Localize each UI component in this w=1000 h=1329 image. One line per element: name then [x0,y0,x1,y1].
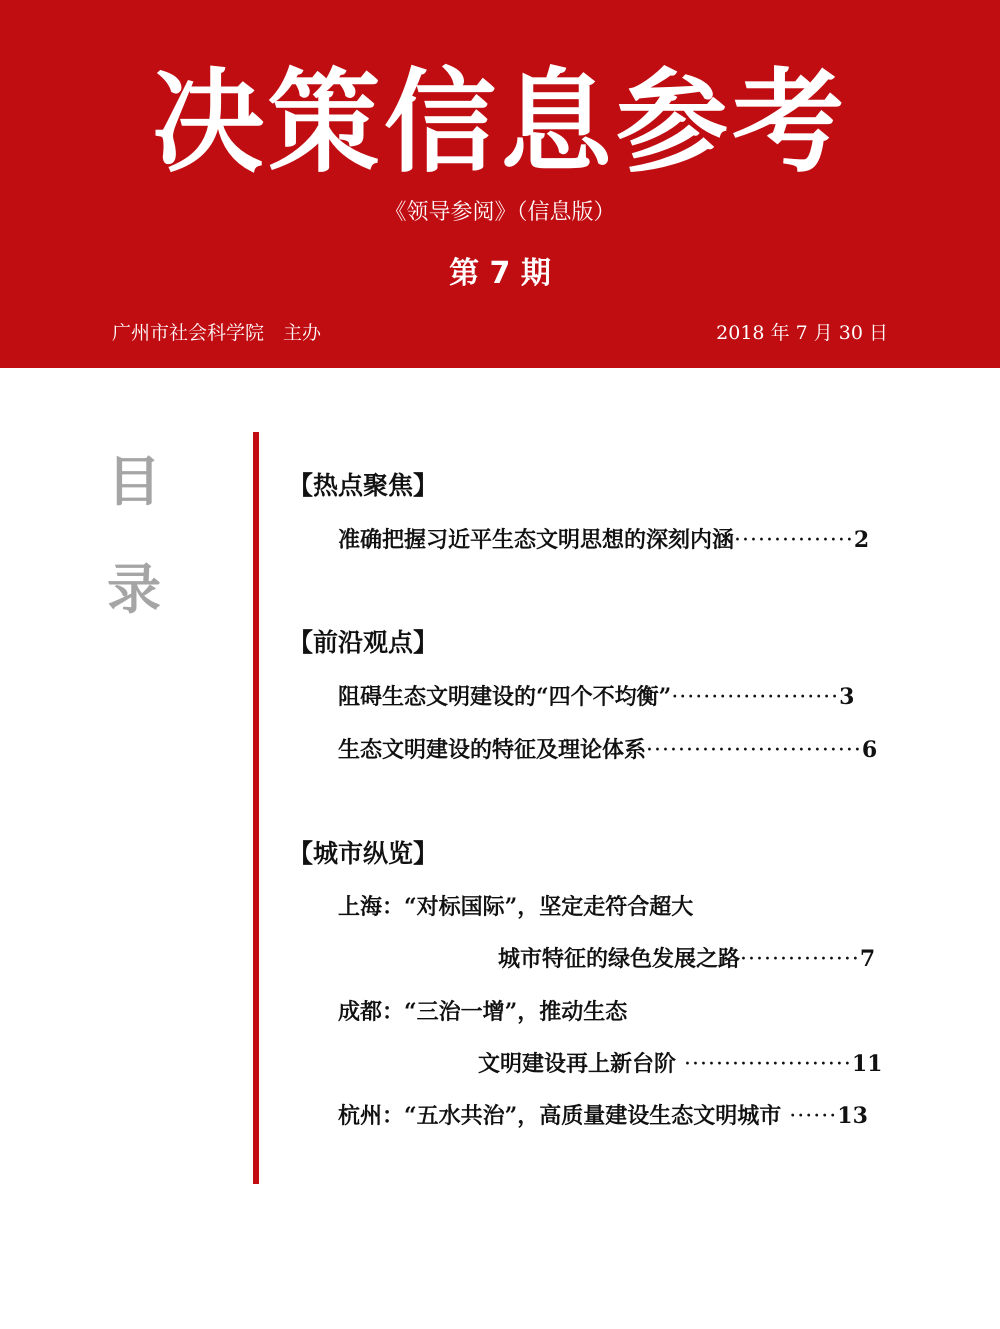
toc-entry-page: 11 [851,1051,883,1077]
toc-entry-page: 2 [853,527,870,553]
toc-entry-page: 7 [859,946,876,972]
toc-entry-title: 杭州：“五水共治”，高质量建设生态文明城市 [338,1103,782,1129]
toc-entry[interactable] [498,944,875,975]
publication-title: 决策信息参考 [152,58,848,188]
toc-entry[interactable] [338,1101,868,1132]
publication-subtitle: 《领导参阅》（信息版） [384,200,616,225]
section-heading-hotspot: 【热点聚焦】 [288,471,439,500]
section-heading-cities: 【城市纵览】 [288,839,439,868]
section-heading-frontier: 【前沿观点】 [288,628,439,657]
toc-label-lu: 录 [107,558,161,621]
toc-entry-leader: ··············· [740,947,860,972]
toc-entry[interactable] [338,735,877,766]
toc-entry-title: 准确把握习近平生态文明思想的深刻内涵 [338,527,735,553]
toc-label-mu: 目 [107,450,161,513]
toc-entry-leader: ····················· [671,685,840,710]
toc-entry[interactable] [478,1049,883,1080]
toc-entry-continuation: 城市特征的绿色发展之路 [498,946,741,972]
toc-entry-leader: ····················· [676,1052,852,1077]
toc-entry-leader: ······ [781,1104,838,1129]
toc-entry-title: 生态文明建设的特征及理论体系 [338,737,647,763]
toc-entry-leader: ··························· [646,738,862,763]
toc-entry-page: 3 [839,684,855,710]
toc-entry[interactable] [338,525,869,556]
toc-divider [253,432,259,1184]
toc-entry-page: 13 [837,1103,868,1129]
toc-entry-title: 阻碍生态文明建设的“四个不均衡” [338,684,672,710]
toc-entry-page: 6 [861,737,878,763]
masthead [0,0,1000,368]
issue-number: 第 7 期 [449,256,551,291]
publication-date: 2018 年 7 月 30 日 [716,322,888,344]
toc-entry-title-line1[interactable]: 成都：“三治一增”，推动生态 [338,999,628,1025]
toc-entry-continuation: 文明建设再上新台阶 [478,1051,677,1077]
sponsor: 广州市社会科学院 主办 [112,322,322,344]
toc-entry-leader: ··············· [734,528,854,553]
toc-entry[interactable] [338,682,854,713]
toc-entry-title-line1[interactable]: 上海：“对标国际”，坚定走符合超大 [338,894,694,920]
